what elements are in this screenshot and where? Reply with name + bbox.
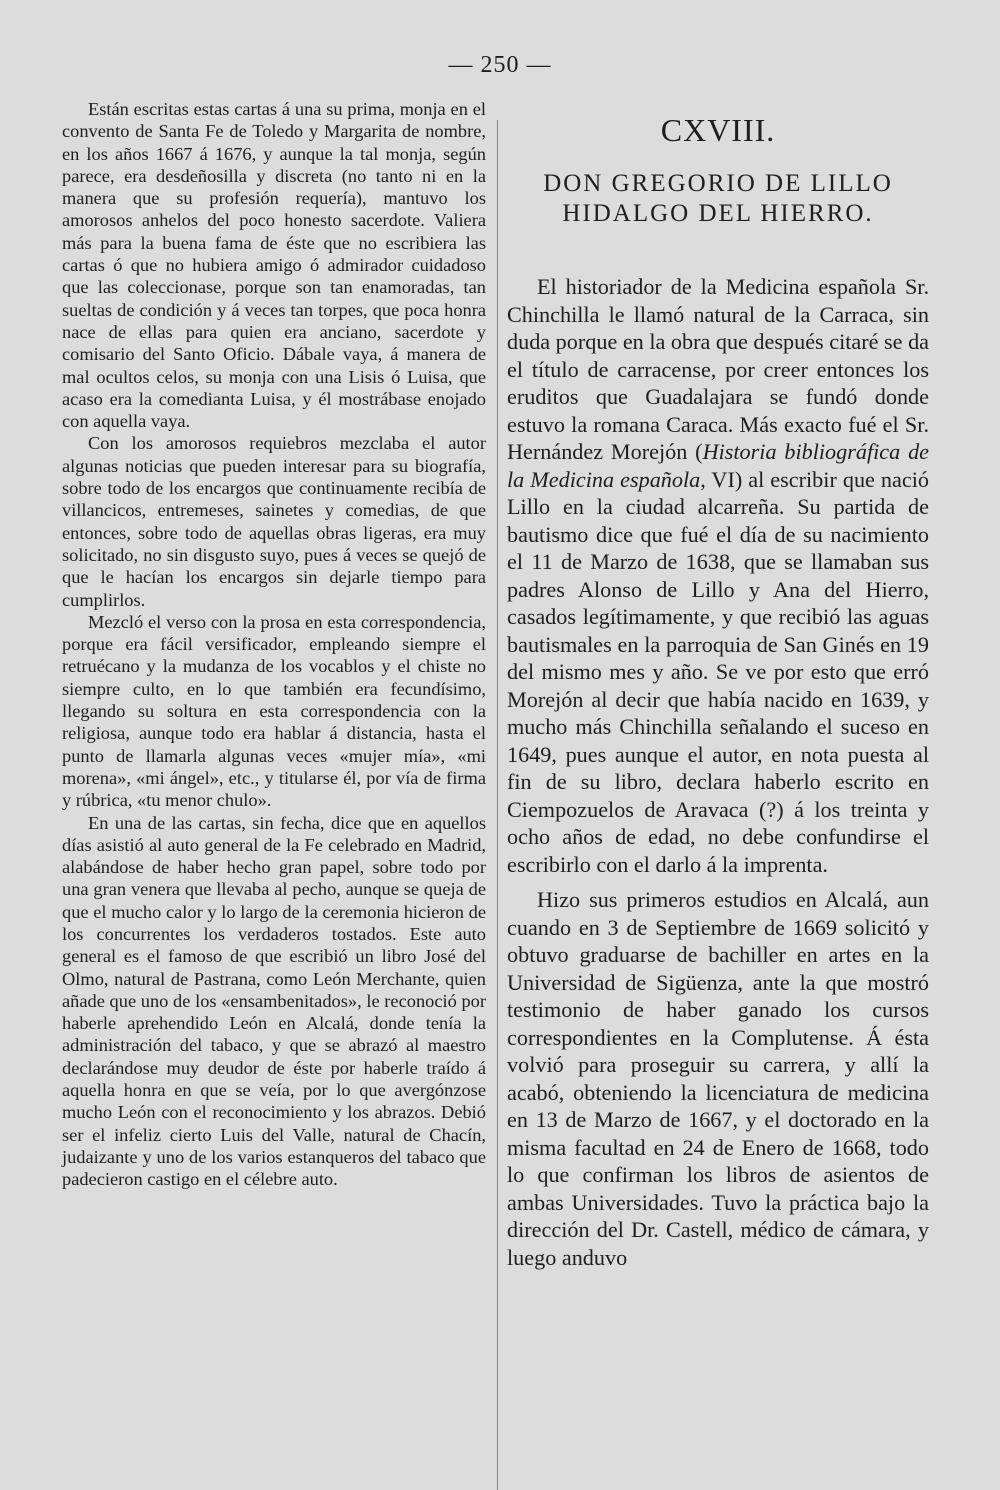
paragraph-text: , VI) al escribir que nació Lillo en la ciudad alcarreña. Su partida de bautismo dice que fué el día de su nacimiento el 11 de Marzo de 1638, que se llamaban sus padres Alonso de Lillo y Ana del Hierro, casados legítimamente, y que recibió las aguas bautismales en la parroquia de San Ginés en 19 del mismo mes y año. Se ve por esto que erró Morejón al decir que había nacido en 1639, y mucho más Chinchilla señalando el suceso en 1649, pues aunque el autor, en nota puesta al fin de su libro, declara haberlo escrito en Ciempozuelos de Aravaca (?) á los treinta y ocho años de edad, no debe confundirse el escribirlo con el darlo á la imprenta. [507,466,929,877]
paragraph: Están escritas estas cartas á una su prima, monja en el convento de Santa Fe de Toledo y Margarita de nombre, en los años 1667 á 1676, y aunque la tal monja, según parece, era desdeñosilla y discreta (no tanto ni en la manera que su profesión requería), mantuvo los amorosos anhelos del poco honesto sacerdote. Valiera más para la buena fama de éste que no escribiera las cartas ó que no hubiera amigo ó admirador cuidadoso que las coleccionase, porque son tan enamoradas, tan sueltas de condición y á veces tan torpes, que poca honra nace de ellas para quien era anciano, sacerdote y comisario del Santo Oficio. Dábale vaya, á manera de mal ocultos celos, su monja con una Lisis ó Luisa, que acaso era la comedianta Luisa, y él mostrábase enojado con aquella vaya. [62,99,486,432]
book-title-italic: Historia bibliográfica de la Medicina española [507,439,930,492]
chapter-title-line: HIDALGO DEL HIERRO. [562,200,874,227]
paragraph: Con los amorosos requiebros mezclaba el autor algunas noticias que pueden interesar para su biografía, sobre todo de los encargos que continuamente recibía de villancicos, entremeses, sainetes y comedias, de que entonces, sobre todo de aquellas obras ligeras, era muy solicitado, no sin disgusto suyo, pues á veces se quejó de que le hacían los encargos sin dejarle tiempo para cumplirlos. [62,433,486,610]
paragraph: Hizo sus primeros estudios en Alcalá, aun cuando en 3 de Septiembre de 1669 solicitó y obtuvo graduarse de bachiller en artes en la Universidad de Sigüenza, ante la que mostró testimonio de haber ganado los cursos correspondientes en la Complutense. Á ésta volvió para proseguir su carrera, y allí la acabó, obteniendo la licenciatura de medicina en 13 de Marzo de 1667, y el doctorado en la misma facultad en 24 de Enero de 1668, todo lo que confirman los libros de asientos de ambas Universidades. Tuvo la práctica bajo la dirección del Dr. Castell, médico de cámara, y luego anduvo [507,887,929,1270]
chapter-title [507,169,929,229]
right-column [507,98,929,1271]
left-column [62,98,486,1191]
paragraph: Mezcló el verso con la prosa en esta correspondencia, porque era fácil versificador, empleando siempre el retruécano y la mudanza de los vocablos y el chiste no siempre culto, en lo que también era fecundísimo, llegando su soltura en esta correspondencia con la religiosa, aunque todo era hablar á distancia, hasta el punto de llamarla algunas veces «mujer mía», «mi morena», «mi ángel», etc., y titularse él, por vía de firma y rúbrica, «tu menor chulo». [62,611,486,811]
chapter-title-line: DON GREGORIO DE LILLO [543,170,893,197]
paragraph-text: El historiador de la Medicina española Sr. Chinchilla le llamó natural de la Carraca, sin duda porque en la obra que después citaré se da el título de carracense, por creer entonces los eruditos que Guadalajara se fundó donde estuvo la romana Caraca. Más exacto fué el Sr. Hernández Morejón ( [507,274,930,464]
column-divider [497,120,498,1490]
page-number: — 250 — [448,52,552,78]
chapter-number: CXVIII. [660,112,776,148]
paragraph [507,273,929,878]
paragraph: En una de las cartas, sin fecha, dice que en aquellos días asistió al auto general de la Fe celebrado en Madrid, alabándose de haber hecho gran papel, sobre todo por una gran venera que llevaba al pecho, aunque se queja de que el mucho calor y lo largo de la ceremonia hicieron de los concurrentes los verdaderos tostados. Este auto general es el famoso de que escribió un libro José del Olmo, natural de Pastrana, como León Merchante, quien añade que uno de los «ensambenitados», le reconoció por haberle aprehendido León en Alcalá, donde tenía la administración del tabaco, y que se abrazó al maestro declarándose muy deudor de éste por haberle traído á aquella honra en que se veía, por lo que avergónzose mucho León con el reconocimiento y los abrazos. Debió ser el infeliz cierto Luis del Valle, natural de Chacín, judaizante y uno de los varios estanqueros del tabaco que padecieron castigo en el célebre auto. [62,812,486,1190]
